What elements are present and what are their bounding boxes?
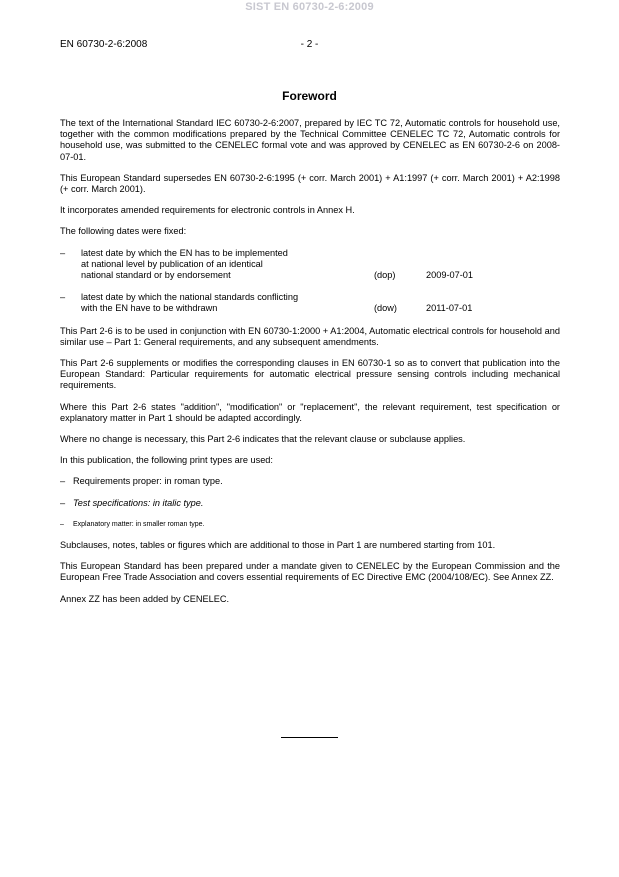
end-rule <box>281 737 338 738</box>
list-item-small <box>60 519 560 530</box>
list-item-text: Requirements proper: in roman type. <box>73 476 223 487</box>
watermark: SIST EN 60730-2-6:2009 <box>245 1 374 13</box>
page-title: Foreword <box>282 89 337 103</box>
paragraph-supplements: This Part 2-6 supplements or modifies the corresponding clauses in EN 60730-1 so as to convert that publication into the European Standard: Particular requirements for automatic electrical pressure sensing controls including mechanical requirements. <box>60 358 560 391</box>
date-line: with the EN have to be withdrawn <box>81 303 218 314</box>
list-dash: – <box>60 497 66 508</box>
paragraph-intro: The text of the International Standard IEC 60730-2-6:2007, prepared by IEC TC 72, Automatic controls for household use, together with the common modifications prepared by the Technical Committee CENELEC TC 72, Automatic controls for household use, was submitted to the CENELEC formal vote and was approved by CENELEC as EN 60730-2-6 on 2008-07-01. <box>60 118 560 162</box>
date-description <box>81 248 374 282</box>
list-dash: – <box>60 292 66 303</box>
list-item-text: Test specifications: in italic type. <box>73 497 204 508</box>
date-row-dow <box>60 292 560 314</box>
paragraph-annex-h: It incorporates amended requirements for electronic controls in Annex H. <box>60 205 355 216</box>
page-number: - 2 - <box>300 39 319 50</box>
date-abbreviation: (dop) <box>374 270 396 281</box>
date-row-dop <box>60 248 560 282</box>
dates-list <box>60 248 560 315</box>
date-line: latest date by which the EN has to be implemented <box>81 247 288 258</box>
list-item-italic <box>60 498 560 509</box>
date-abbreviation: (dow) <box>374 303 397 314</box>
date-description <box>81 292 374 314</box>
date-line: at national level by publication of an identical <box>81 258 263 269</box>
list-dash: – <box>60 247 66 258</box>
paragraph-annex-zz: Annex ZZ has been added by CENELEC. <box>60 593 230 604</box>
paragraph-modifications: Where this Part 2-6 states "addition", "modification" or "replacement", the relevant requirement, test specification or explanatory matter in Part 1 should be adapted accordingly. <box>60 401 560 423</box>
date-value: 2011-07-01 <box>426 303 473 314</box>
paragraph-print-types: In this publication, the following print types are used: <box>60 455 273 466</box>
paragraph-mandate: This European Standard has been prepared under a mandate given to CENELEC by the European Commission and the European Free Trade Association and covers essential requirements of EC Directive EMC (2004/108/EC). See Annex ZZ. <box>60 561 560 583</box>
paragraph-no-change: Where no change is necessary, this Part 2-6 indicates that the relevant clause or subclause applies. <box>60 434 466 445</box>
document-id: EN 60730-2-6:2008 <box>60 39 148 50</box>
date-line: latest date by which the national standards conflicting <box>81 292 299 303</box>
list-item-text: Explanatory matter: in smaller roman type. <box>73 520 205 528</box>
list-dash: – <box>60 476 66 487</box>
list-dash: – <box>60 520 64 528</box>
foreword-body <box>60 118 560 615</box>
date-value: 2009-07-01 <box>426 270 473 281</box>
paragraph-part1-usage: This Part 2-6 is to be used in conjunction with EN 60730-1:2000 + A1:2004, Automatic electrical controls for household and similar use – Part 1: General requirements, and any subsequent amendments. <box>60 325 560 347</box>
paragraph-dates-intro: The following dates were fixed: <box>60 226 187 237</box>
list-item-roman <box>60 476 560 487</box>
date-line: national standard or by endorsement <box>81 270 231 281</box>
paragraph-numbering: Subclauses, notes, tables or figures which are additional to those in Part 1 are numbered starting from 101. <box>60 540 496 551</box>
paragraph-supersedes: This European Standard supersedes EN 60730-2-6:1995 (+ corr. March 2001) + A1:1997 (+ corr. March 2001) + A2:1998 (+ corr. March 2001). <box>60 172 560 195</box>
